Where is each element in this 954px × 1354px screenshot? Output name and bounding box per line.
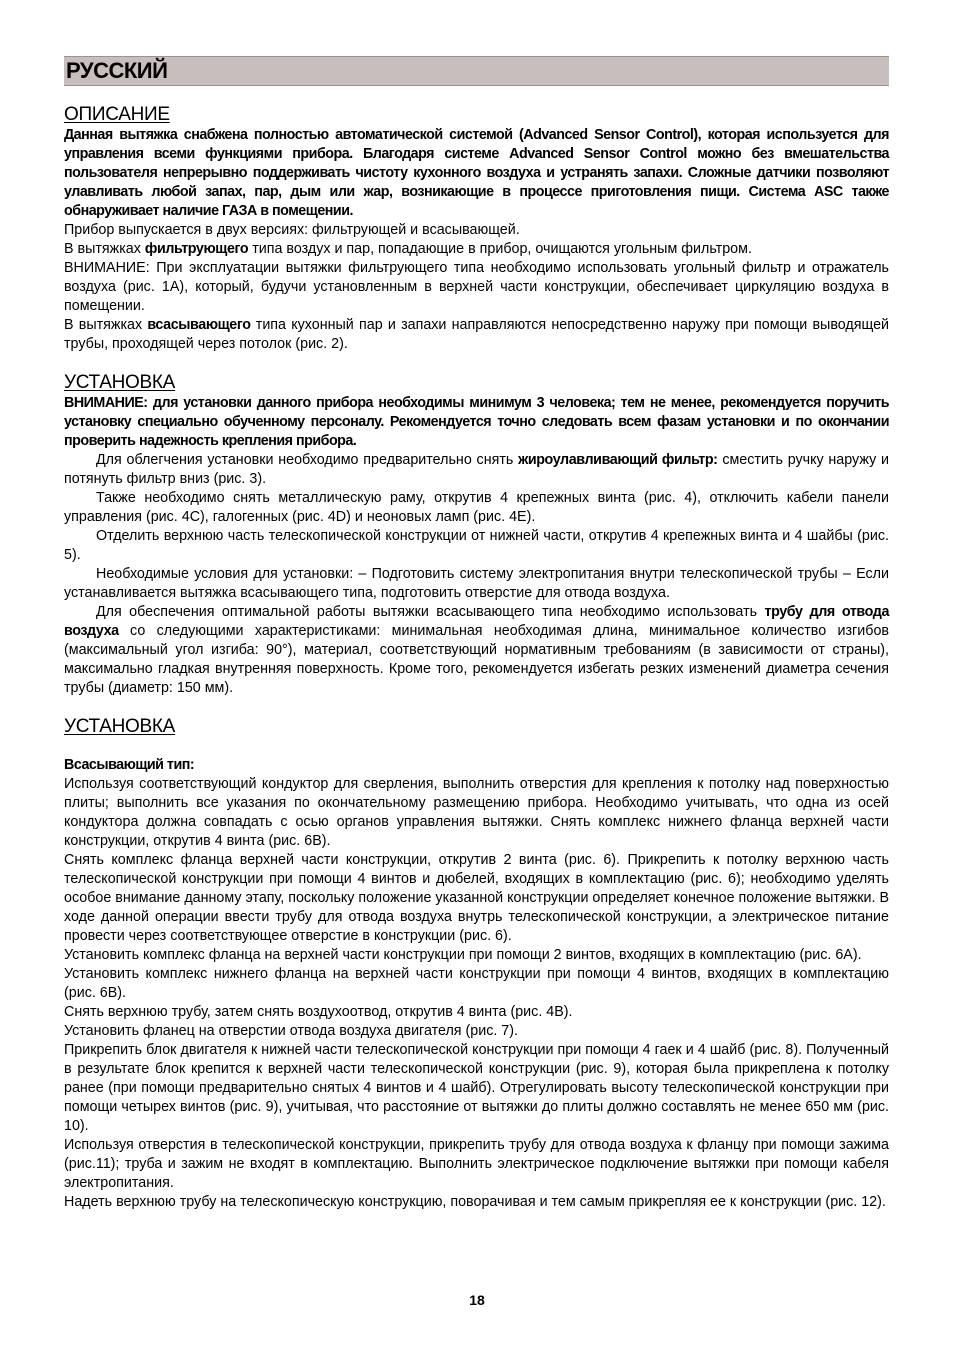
suction-step: Надеть верхнюю трубу на телескопическую конструкцию, поворачивая и тем самым прикрепляя ее к конструкции (рис. 12). [64, 1194, 886, 1210]
text-run: В вытяжках [64, 317, 148, 333]
text-run: сместить ручку наружу и потянуть фильтр вниз (рис. 3). [64, 452, 889, 487]
text-run: типа кухонный пар и запахи направляются непосредственно наружу при помощи выводящей трубы, проходящей через потолок (рис. 2). [64, 317, 890, 352]
description-intro: Данная вытяжка снабжена полностью автоматической системой (Advanced Sensor Control), которая используется для управления всеми функциями прибора. Благодаря системе Advanced Sensor Control можно без вмешательства пользователя непрерывно поддерживать чистоту кухонного воздуха и устранять запахи. Сложные датчики позволяют улавливать любой запах, пар, дым или жар, возникающие в процессе приготовления пищи. Система ASC также обнаруживает наличие ГАЗА в помещении. [64, 127, 889, 219]
language-title: РУССКИЙ [66, 58, 168, 83]
suction-step: Используя отверстия в телескопической конструкции, прикрепить трубу для отвода воздуха к фланцу при помощи зажима (рис.11); труба и зажим не входят в комплектацию. Выполнить электрическое подключение вытяжки при помощи кабеля электропитания. [64, 1137, 889, 1191]
description-warning: ВНИМАНИЕ: При эксплуатации вытяжки фильтрующего типа необходимо использовать угольный фильтр и отражатель воздуха (рис. 1A), который, будучи установленным в верхней части конструкции, обеспечивает циркуляцию воздуха в помещении. [64, 260, 889, 314]
suction-step: Прикрепить блок двигателя к нижней части телескопической конструкции при помощи 4 гаек и 4 шайб (рис. 8). Полученный в результате блок крепится к верхней части телескопической конструкции (рис. 9), которая была прикреплена к потолку ранее (при помощи предварительно снятых 4 винтов и 4 шайб). Отрегулировать высоту телескопической конструкции при помощи четырех винтов (рис. 9), учитывая, что расстояние от вытяжки до плиты должно составлять не менее 650 мм (рис. 10). [64, 1042, 889, 1134]
page-content [64, 56, 889, 1212]
installation-step-frame: Также необходимо снять металлическую раму, открутив 4 крепежных винта (рис. 4), отключить кабели панели управления (рис. 4C), галогенных (рис. 4D) и неоновых ламп (рис. 4E). [64, 490, 889, 525]
suction-step: Установить комплекс нижнего фланца на верхней части конструкции при помощи 4 винтов, входящих в комплектацию (рис. 6B). [64, 966, 889, 1001]
suction-type-subheading: Всасывающий тип: [64, 757, 195, 773]
suction-step: Используя соответствующий кондуктор для сверления, выполнить отверстия для крепления к потолку над поверхностью плиты; выполнить все указания по окончательному размещению прибора. Необходимо учитывать, что одна из осей кондуктора должна совпадать с осью органов управления вытяжки. Снять комплекс нижнего фланца верхней части конструкции, открутив 4 винта (рис. 6B). [64, 776, 889, 849]
installation-suction-section [64, 716, 889, 1212]
installation-section [64, 372, 889, 698]
description-filter-type [64, 240, 889, 259]
description-suction-type [64, 316, 889, 354]
text-run: со следующими характеристиками: минимальная необходимая длина, минимальное количество изгибов (максимальный угол изгиба: 90°), материал, соответствующий нормативным требованиям (в зависимости от страны), максимально гладкая внутренняя поверхность. Кроме того, рекомендуется избегать резких изменений диаметра сечения трубы (диаметр: 150 мм). [64, 623, 889, 696]
suction-step: Установить фланец на отверстии отвода воздуха двигателя (рис. 7). [64, 1023, 518, 1039]
installation-step-filter [64, 451, 889, 489]
emphasis-grease-filter: жироулавливающий фильтр: [518, 452, 718, 468]
installation-conditions: Необходимые условия для установки: – Подготовить систему электропитания внутри телескопической трубы – Если устанавливается вытяжка всасывающего типа, подготовить отверстие для отвода воздуха. [64, 566, 889, 601]
description-versions: Прибор выпускается в двух версиях: фильтрующей и всасывающей. [64, 222, 520, 238]
emphasis-filter: фильтрующего [144, 241, 249, 257]
language-header-bar [64, 56, 889, 86]
installation-duct-requirements [64, 603, 889, 698]
installation2-heading: УСТАНОВКА [64, 716, 176, 737]
description-section [64, 104, 889, 354]
suction-step: Снять верхнюю трубу, затем снять воздухоотвод, открутив 4 винта (рис. 4B). [64, 1004, 573, 1020]
page-number: 18 [469, 1292, 485, 1308]
suction-step: Снять комплекс фланца верхней части конструкции, открутив 2 винта (рис. 6). Прикрепить к потолку верхнюю часть телескопической конструкции при помощи 4 винтов и дюбелей, входящих в комплектацию (рис. 6); необходимо уделять особое внимание данному этапу, поскольку положение указанной конструкции определяет конечное положение вытяжки. В ходе данной операции ввести трубу для отвода воздуха внутрь телескопической конструкции, а электрическое питание провести через соответствующее отверстие в конструкции (рис. 6). [64, 852, 889, 944]
suction-step: Установить комплекс фланца на верхней части конструкции при помощи 2 винтов, входящих в комплектацию (рис. 6A). [64, 947, 862, 963]
emphasis-duct: трубу для отвода воздуха [64, 604, 890, 639]
description-heading: ОПИСАНИЕ [64, 104, 170, 125]
text-run: В вытяжках [64, 241, 145, 257]
text-run: Для обеспечения оптимальной работы вытяжки всасывающего типа необходимо использовать [96, 604, 765, 620]
installation-step-separate: Отделить верхнюю часть телескопической конструкции от нижней части, открутив 4 крепежных винта и 4 шайбы (рис. 5). [64, 528, 889, 563]
installation-warning: ВНИМАНИЕ: для установки данного прибора необходимы минимум 3 человека; тем не менее, рекомендуется поручить установку специально обученному персоналу. Рекомендуется точно следовать всем фазам установки и по окончании проверить надежность крепления прибора. [64, 395, 889, 449]
emphasis-suction: всасывающего [147, 317, 251, 333]
text-run: Для облегчения установки необходимо предварительно снять [96, 452, 519, 468]
text-run: типа воздух и пар, попадающие в прибор, очищаются угольным фильтром. [248, 241, 752, 257]
installation-heading: УСТАНОВКА [64, 372, 176, 393]
